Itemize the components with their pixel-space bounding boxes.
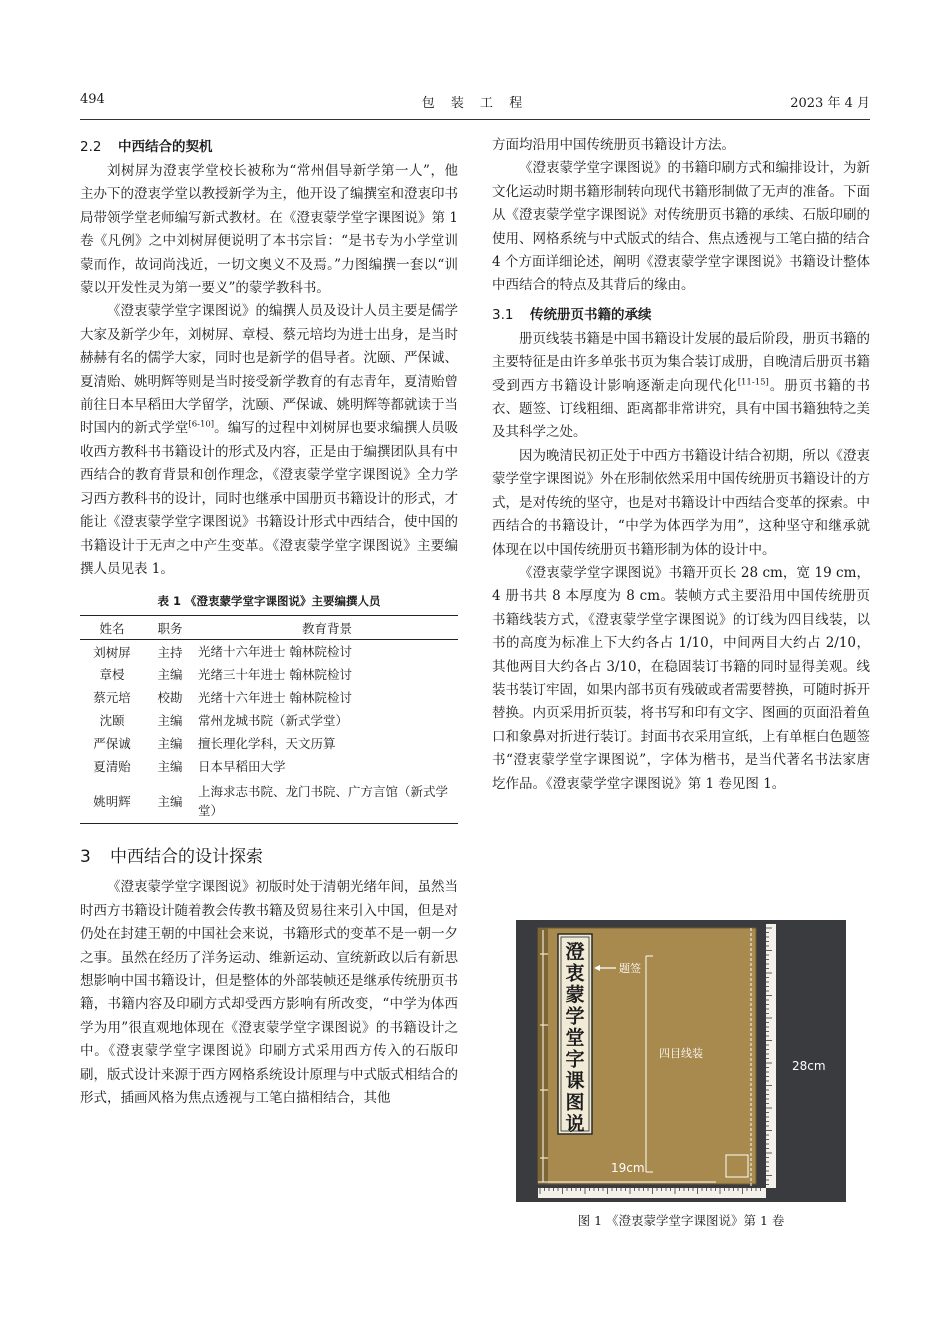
text-run: 《澄衷蒙学堂字课图说》的编撰人员及设计人员主要是儒学大家及新学少年，刘树屏、章梫、蔡元培均为进士出身，是当时赫赫有名的儒学大家，同时也是新学的倡导者。沈颐、严保诚、夏清贻、姚明辉等则是当时接受新学教育的有志青年，夏清贻曾前往日本早稻田大学留学，沈颐、严保诚、姚明辉等都就读于当时国内的新式学堂 [80, 303, 458, 437]
table-row [80, 709, 458, 732]
calligraphy-char: 蒙 [565, 984, 585, 1006]
cell-name: 夏清贻 [93, 759, 131, 775]
table-row [80, 686, 458, 709]
page-number: 494 [80, 92, 105, 107]
section-heading-3 [80, 838, 458, 876]
cell-background: 常州龙城书院（新式学堂） [198, 712, 349, 728]
cell-role: 主编 [157, 736, 183, 752]
section-number: 3.1 [492, 306, 514, 323]
paragraph [80, 300, 458, 581]
cell-background: 光绪十六年进士 翰林院检讨 [198, 644, 352, 660]
editors-table [80, 615, 458, 824]
table-row [80, 778, 458, 824]
label-tiqian: 题签 [619, 962, 641, 975]
cell-background: 擅长理化学科，天文历算 [198, 735, 336, 751]
column-header: 教育背景 [196, 616, 458, 640]
label-width: 19cm [611, 1161, 645, 1175]
label-simu: 四目线装 [659, 1047, 703, 1060]
citation: [6-10] [188, 419, 215, 430]
calligraphy-char: 说 [565, 1113, 585, 1135]
right-column [492, 134, 870, 796]
column-header: 职务 [144, 616, 196, 640]
paragraph: 《澄衷蒙学堂字课图说》书籍开页长 28 cm，宽 19 cm，4 册书共 8 本厚度为 8 cm。装帧方式主要沿用中国传统册页书籍线装方式，《澄衷蒙学堂字课图说》的订线为四目线装，以书的高度为标准上下大约各占 1/10，中间两目大约占 2/10，其他两目大约各占 3/10，在稳固装订书籍的同时显得美观。线装书装订牢固，如果内部书页有残破或者需要替换，可随时拆开替换。内页采用折页装，将书写和印有文字、图画的页面沿着鱼口和象鼻对折进行装订。封面书衣采用宣纸，上有单框白色题签书“澄衷蒙学堂字课图说”，字体为楷书，是当代著名书法家唐圪作品。《澄衷蒙学堂字课图说》第 1 卷见图 1。 [492, 564, 870, 792]
calligraphy-char: 学 [565, 1005, 585, 1028]
label-height: 28cm [792, 1059, 826, 1073]
cell-role: 校勘 [157, 690, 183, 706]
calligraphy-char: 课 [565, 1070, 585, 1092]
section-title: 传统册页书籍的承续 [530, 306, 652, 323]
section-title: 中西结合的设计探索 [110, 847, 263, 868]
cell-role: 主持 [157, 644, 183, 660]
calligraphy-char: 衷 [565, 962, 585, 985]
table-row [80, 663, 458, 686]
cell-role: 主编 [157, 759, 183, 775]
section-heading-3-1 [492, 302, 870, 328]
calligraphy-char: 澄 [565, 941, 585, 963]
table-row [80, 755, 458, 778]
column-header: 姓名 [80, 616, 144, 640]
table-header-row [80, 616, 458, 640]
figure-book-photo [516, 920, 846, 1202]
paragraph: 刘树屏为澄衷学堂校长被称为“常州倡导新学第一人”，他主办下的澄衷学堂以教授新学为主，他开设了编撰室和澄衷印书局带领学堂老师编写新式教材。在《澄衷蒙学堂字课图说》第 1 卷《凡例》之中刘树屏便说明了本书宗旨：“是书专为小学堂训蒙而作，故词尚浅近，一切文奥义不及焉。”力图编撰一套以“训蒙以开发性灵为第一要义”的蒙学教科书。 [80, 163, 458, 297]
cell-name: 刘树屏 [93, 644, 131, 660]
header-rule [80, 119, 870, 120]
cell-role: 主编 [144, 778, 196, 824]
issue-date: 2023 年 4 月 [790, 96, 870, 111]
table-row [80, 640, 458, 663]
section-title: 中西结合的契机 [118, 139, 213, 155]
cell-role: 主编 [157, 713, 183, 729]
cell-name: 沈颐 [99, 713, 125, 729]
cell-background: 日本早稻田大学 [198, 758, 286, 774]
cell-background: 上海求志书院、龙门书院、广方言馆（新式学堂） [196, 778, 458, 824]
text-run: 。册页书籍的书衣、题签、订线粗细、距离都非常讲究，具有中国书籍独特之美及其科学之处。 [492, 377, 871, 441]
running-header [80, 92, 870, 118]
calligraphy-char: 图 [565, 1091, 585, 1114]
book-photo-illustration [516, 920, 846, 1202]
horizontal-ruler [538, 1188, 766, 1198]
cell-name: 蔡元培 [93, 690, 131, 706]
cell-name: 姚明辉 [80, 778, 144, 824]
figure-caption: 图 1 《澄衷蒙学堂字课图说》第 1 卷 [577, 1213, 785, 1228]
text-run: 册页线装书籍是中国书籍设计发展的最后阶段，册页书籍的主要特征是由许多单张书页为集合装订成册，自晚清后册页书籍受到西方书籍设计影响逐渐走向现代化 [492, 330, 870, 394]
calligraphy-char: 堂 [565, 1027, 585, 1049]
paragraph [492, 328, 870, 445]
section-heading-2-2 [80, 134, 458, 160]
left-column [80, 134, 458, 1110]
text-run: 。编写的过程中刘树屏也要求编撰人员吸收西方教科书书籍设计的形式及内容，正是由于编撰团队具有中西结合的教育背景和创作理念，《澄衷蒙学堂字课图说》全力学习西方教科书的设计，同时也继承中国册页书籍设计的形式，才能让《澄衷蒙学堂字课图说》书籍设计形式中西结合，使中国的书籍设计于无声之中产生变革。《澄衷蒙学堂字课图说》主要编撰人员见表 1。 [80, 420, 459, 577]
title-slip-calligraphy [565, 941, 584, 1135]
table-row [80, 732, 458, 755]
section-number: 2.2 [80, 139, 102, 155]
paragraph: 《澄衷蒙学堂字课图说》初版时处于清朝光绪年间，虽然当时西方书籍设计随着教会传教书籍及贸易往来引入中国，但是对仍处在封建王朝的中国社会来说，书籍形式的变革不是一朝一夕之事。虽然在经历了洋务运动、维新运动、宣统新政以后有新思想影响中国书籍设计，但是整体的外部装帧还是继承传统册页书籍，书籍内容及印刷方式却受西方影响有所改变，“中学为体西学为用”很直观地体现在《澄衷蒙学堂字课图说》的书籍设计之中。《澄衷蒙学堂字课图说》印刷方式采用西方传入的石版印刷，版式设计来源于西方网格系统设计原理与中式版式相结合的形式，插画风格为焦点透视与工笔白描相结合，其他 [80, 879, 458, 1106]
paragraph: 因为晚清民初正处于中西方书籍设计结合初期，所以《澄衷蒙学堂字课图说》外在形制依然采用中国传统册页书籍设计的方式，是对传统的坚守，也是对书籍设计中西结合变革的探索。中西结合的书籍设计，“中学为体西学为用”，这种坚守和继承就体现在以中国传统册页书籍形制为体的设计中。 [492, 447, 870, 558]
cell-background: 光绪十六年进士 翰林院检讨 [198, 689, 352, 705]
section-number: 3 [80, 847, 91, 868]
cell-role: 主编 [157, 667, 183, 683]
paragraph-continued: 方面均沿用中国传统册页书籍设计方法。 [492, 137, 735, 153]
table-caption: 表 1 《澄衷蒙学堂字课图说》主要编撰人员 [157, 594, 381, 609]
cell-name: 严保诚 [93, 736, 131, 752]
journal-name: 包 装 工 程 [421, 96, 529, 111]
cell-background: 光绪三十年进士 翰林院检讨 [198, 666, 352, 682]
citation: [11-15] [737, 377, 769, 388]
calligraphy-char: 字 [565, 1048, 585, 1071]
cell-name: 章梫 [99, 667, 125, 683]
paragraph: 《澄衷蒙学堂字课图说》的书籍印刷方式和编排设计，为新文化运动时期书籍形制转向现代书籍形制做了无声的准备。下面从《澄衷蒙学堂字课图说》对传统册页书籍的承续、石版印刷的使用、网格系统与中式版式的结合、焦点透视与工笔白描的结合 4 个方面详细论述，阐明《澄衷蒙学堂字课图说》书籍设计整体中西结合的特点及其背后的缘由。 [492, 160, 870, 294]
